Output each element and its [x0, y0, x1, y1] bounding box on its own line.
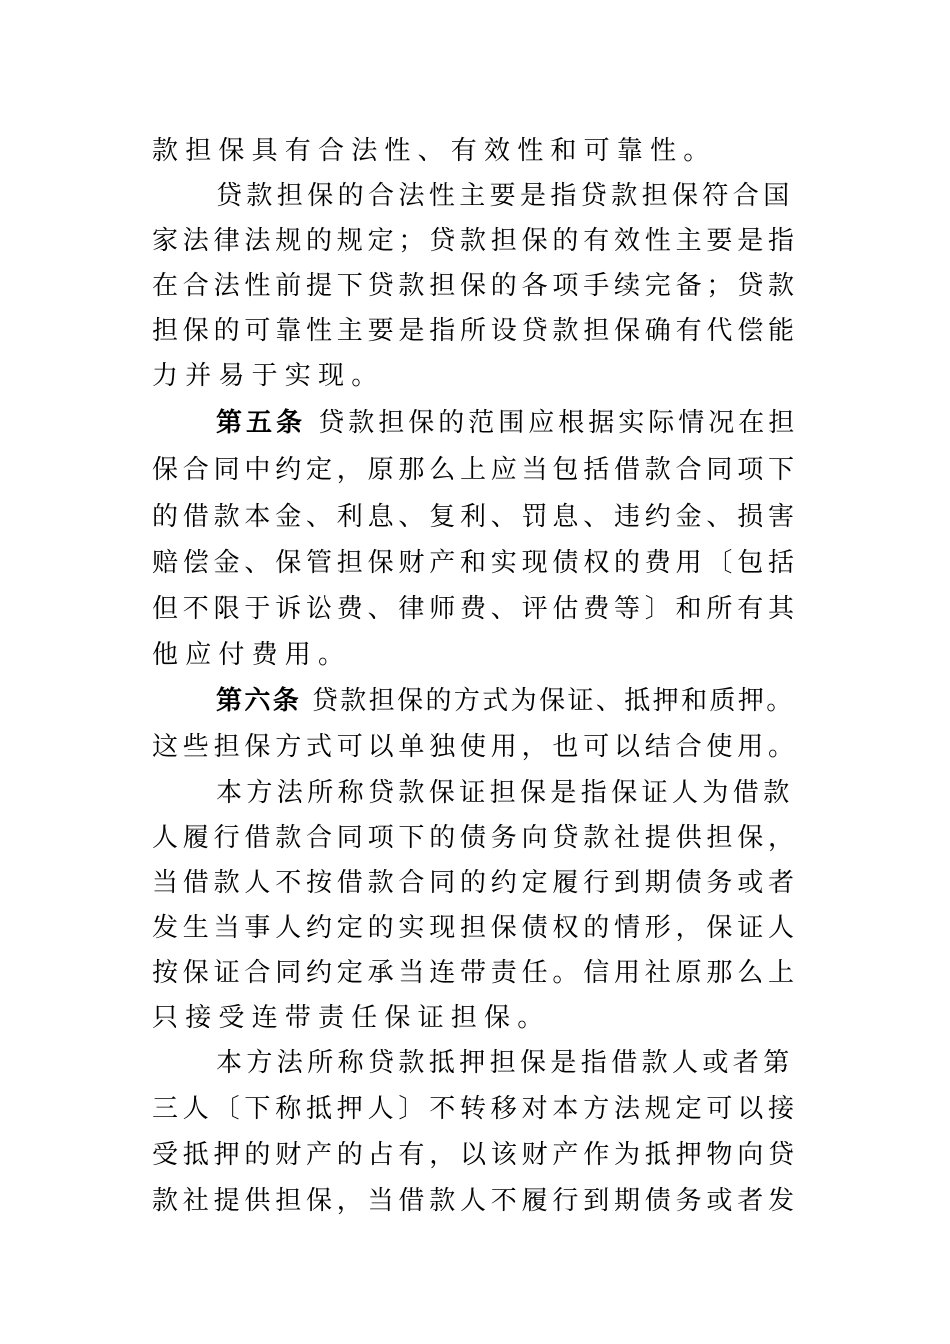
text-span: 受抵押的财产的占有，以该财产作为抵押物向贷 — [152, 1140, 799, 1170]
text-span: 当借款人不按借款合同的约定履行到期债务或者 — [152, 868, 799, 898]
text-span: 力并易于实现。 — [152, 361, 385, 391]
text-line — [152, 543, 798, 583]
text-line — [152, 635, 798, 675]
text-span: 本方法所称贷款抵押担保是指借款人或者第 — [216, 1048, 794, 1078]
text-line — [152, 221, 798, 261]
text-span: 发生当事人约定的实现担保债权的情形，保证人 — [152, 913, 799, 943]
text-span: 贷款担保的合法性主要是指贷款担保符合国 — [216, 181, 794, 211]
text-line — [216, 1043, 798, 1083]
text-span: 这些担保方式可以单独使用，也可以结合使用。 — [152, 732, 799, 762]
article-heading-line — [216, 403, 798, 443]
text-span: 款社提供担保，当借款人不履行到期债务或者发 — [152, 1186, 799, 1216]
text-line — [152, 1089, 798, 1129]
text-line — [152, 1181, 798, 1221]
text-line — [152, 356, 798, 396]
text-span: 按保证合同约定承当连带责任。信用社原那么上 — [152, 958, 799, 988]
text-line — [152, 589, 798, 629]
text-span: 的借款本金、利息、复利、罚息、违约金、损害 — [152, 502, 799, 532]
text-line — [152, 727, 798, 767]
text-span: 贷款担保的方式为保证、抵押和质押。 — [301, 686, 795, 716]
text-span: 担保的可靠性主要是指所设贷款担保确有代偿能 — [152, 316, 799, 346]
text-line — [216, 176, 798, 216]
text-line — [152, 953, 798, 993]
text-span: 赔偿金、保管担保财产和实现债权的费用〔包括 — [152, 548, 799, 578]
text-span: 保合同中约定，原那么上应当包括借款合同项下 — [152, 455, 799, 485]
text-line — [216, 773, 798, 813]
text-span: 他应付费用。 — [152, 640, 352, 670]
text-span: 款担保具有合法性、有效性和可靠性。 — [152, 136, 717, 166]
article-number: 第六条 — [216, 686, 302, 716]
text-span: 贷款担保的范围应根据实际情况在担 — [306, 408, 799, 438]
text-span: 但不限于诉讼费、律师费、评估费等〕和所有其 — [152, 594, 799, 624]
text-line — [152, 450, 798, 490]
text-span: 只接受连带责任保证担保。 — [152, 1003, 551, 1033]
article-heading-line — [216, 681, 798, 721]
text-line — [152, 1135, 798, 1175]
text-span: 家法律法规的规定；贷款担保的有效性主要是指 — [152, 226, 799, 256]
text-span: 在合法性前提下贷款担保的各项手续完备；贷款 — [152, 271, 799, 301]
text-line — [152, 266, 798, 306]
text-line — [152, 863, 798, 903]
text-line — [152, 497, 798, 537]
text-span: 人履行借款合同项下的债务向贷款社提供担保， — [152, 823, 799, 853]
text-line — [152, 311, 798, 351]
text-line — [152, 131, 798, 171]
text-span: 三人〔下称抵押人〕不转移对本方法规定可以接 — [152, 1094, 799, 1124]
article-number: 第五条 — [216, 408, 307, 438]
text-line — [152, 818, 798, 858]
text-line — [152, 998, 798, 1038]
text-line — [152, 908, 798, 948]
text-span: 本方法所称贷款保证担保是指保证人为借款 — [216, 778, 794, 808]
